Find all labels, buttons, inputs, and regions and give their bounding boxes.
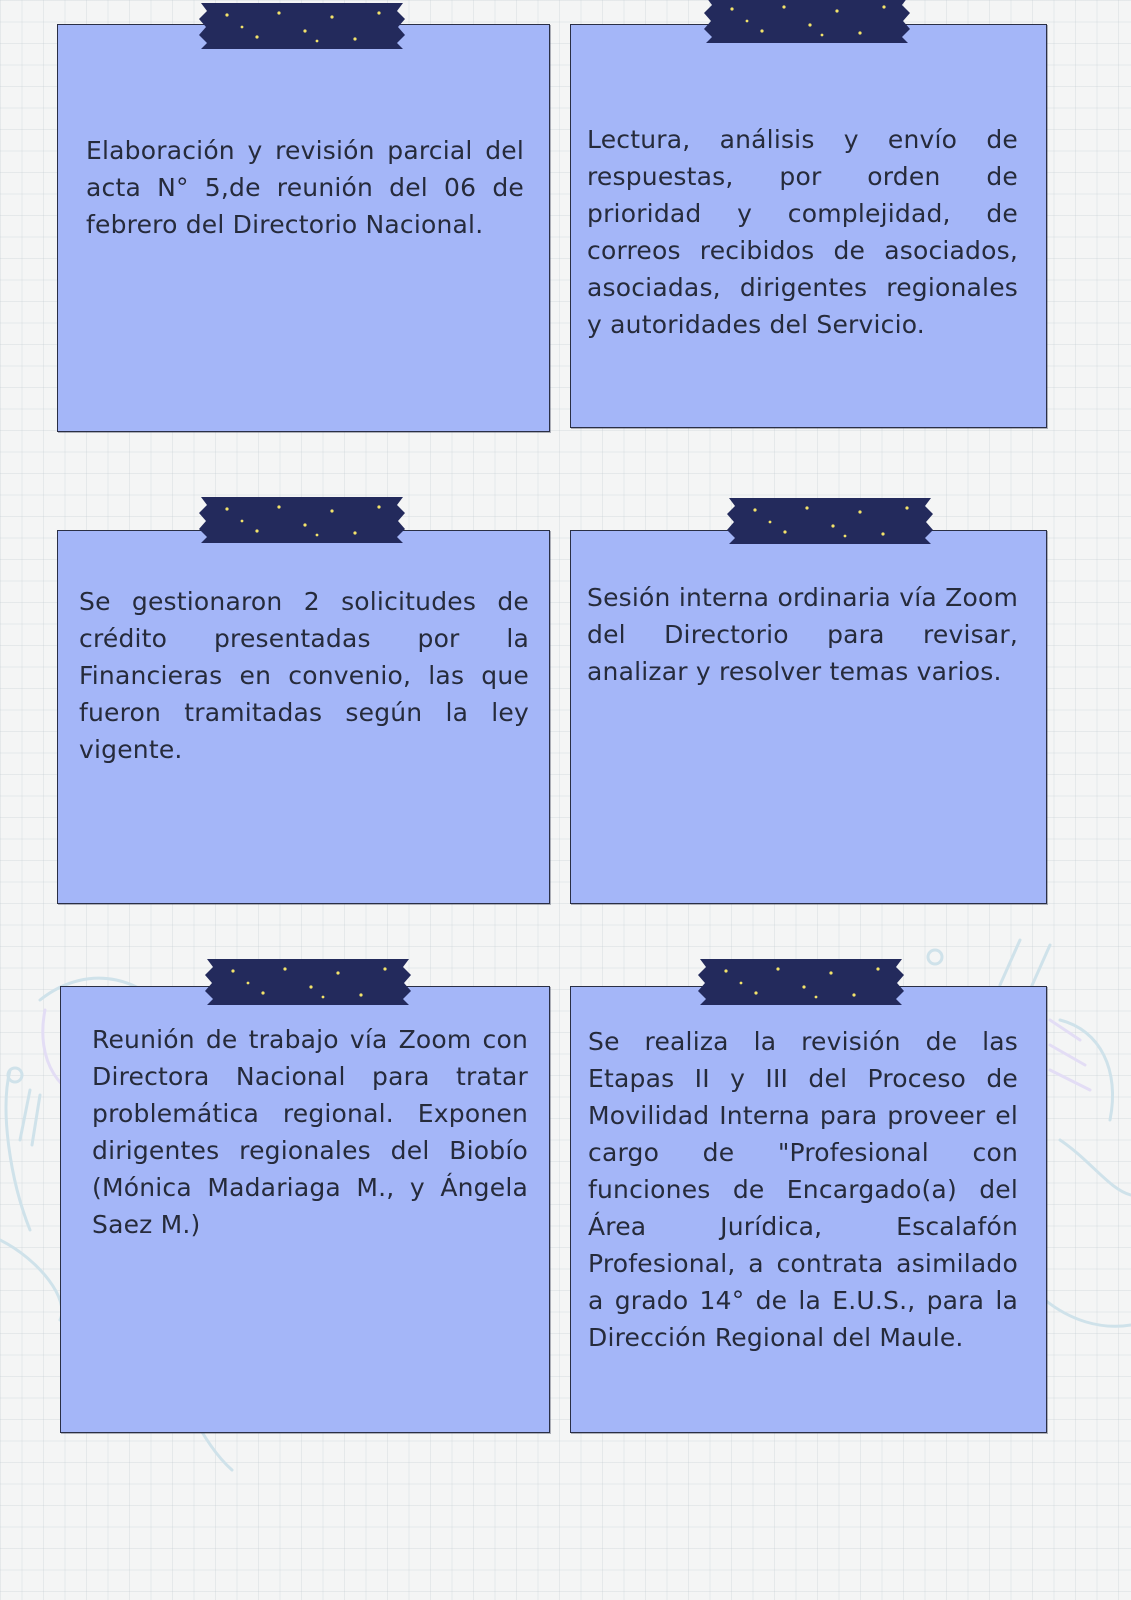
task-card-1 (57, 24, 550, 432)
task-card-2 (570, 24, 1047, 428)
washi-tape-decoration (702, 0, 912, 45)
task-card-text: Sesión interna ordinaria vía Zoom del Directorio para revisar, analizar y resolver temas varios. (587, 583, 1018, 686)
task-card-text: Elaboración y revisión parcial del acta N° 5,de reunión del 06 de febrero del Directorio Nacional. (86, 136, 524, 239)
washi-tape-decoration (203, 957, 413, 1007)
task-card-text: Se gestionaron 2 solicitudes de crédito presentadas por la Financieras en convenio, las que fueron tramitadas según la ley vigente. (79, 587, 529, 764)
washi-tape-decoration (696, 957, 906, 1007)
task-card-text: Lectura, análisis y envío de respuestas, por orden de prioridad y complejidad, de correos recibidos de asociados, asociadas, dirigentes regionales y autoridades del Servicio. (587, 125, 1018, 339)
task-card-text: Se realiza la revisión de las Etapas II y III del Proceso de Movilidad Interna para proveer el cargo de "Profesional con funciones de Encargado(a) del Área Jurídica, Escalafón Profesional, a contrata asimilado a grado 14° de la E.U.S., para la Dirección Regional del Maule. (588, 1027, 1018, 1352)
task-card-text: Reunión de trabajo vía Zoom con Directora Nacional para tratar problemática regional. Exponen dirigentes regionales del Biobío (Mónica Madariaga M., y Ángela Saez M.) (92, 1025, 528, 1239)
task-card-6 (570, 986, 1047, 1433)
task-card-4 (570, 530, 1047, 904)
washi-tape-decoration (197, 495, 407, 545)
washi-tape-decoration (197, 1, 407, 51)
task-card-5 (60, 986, 550, 1433)
task-card-3 (57, 530, 550, 904)
washi-tape-decoration (725, 496, 935, 546)
